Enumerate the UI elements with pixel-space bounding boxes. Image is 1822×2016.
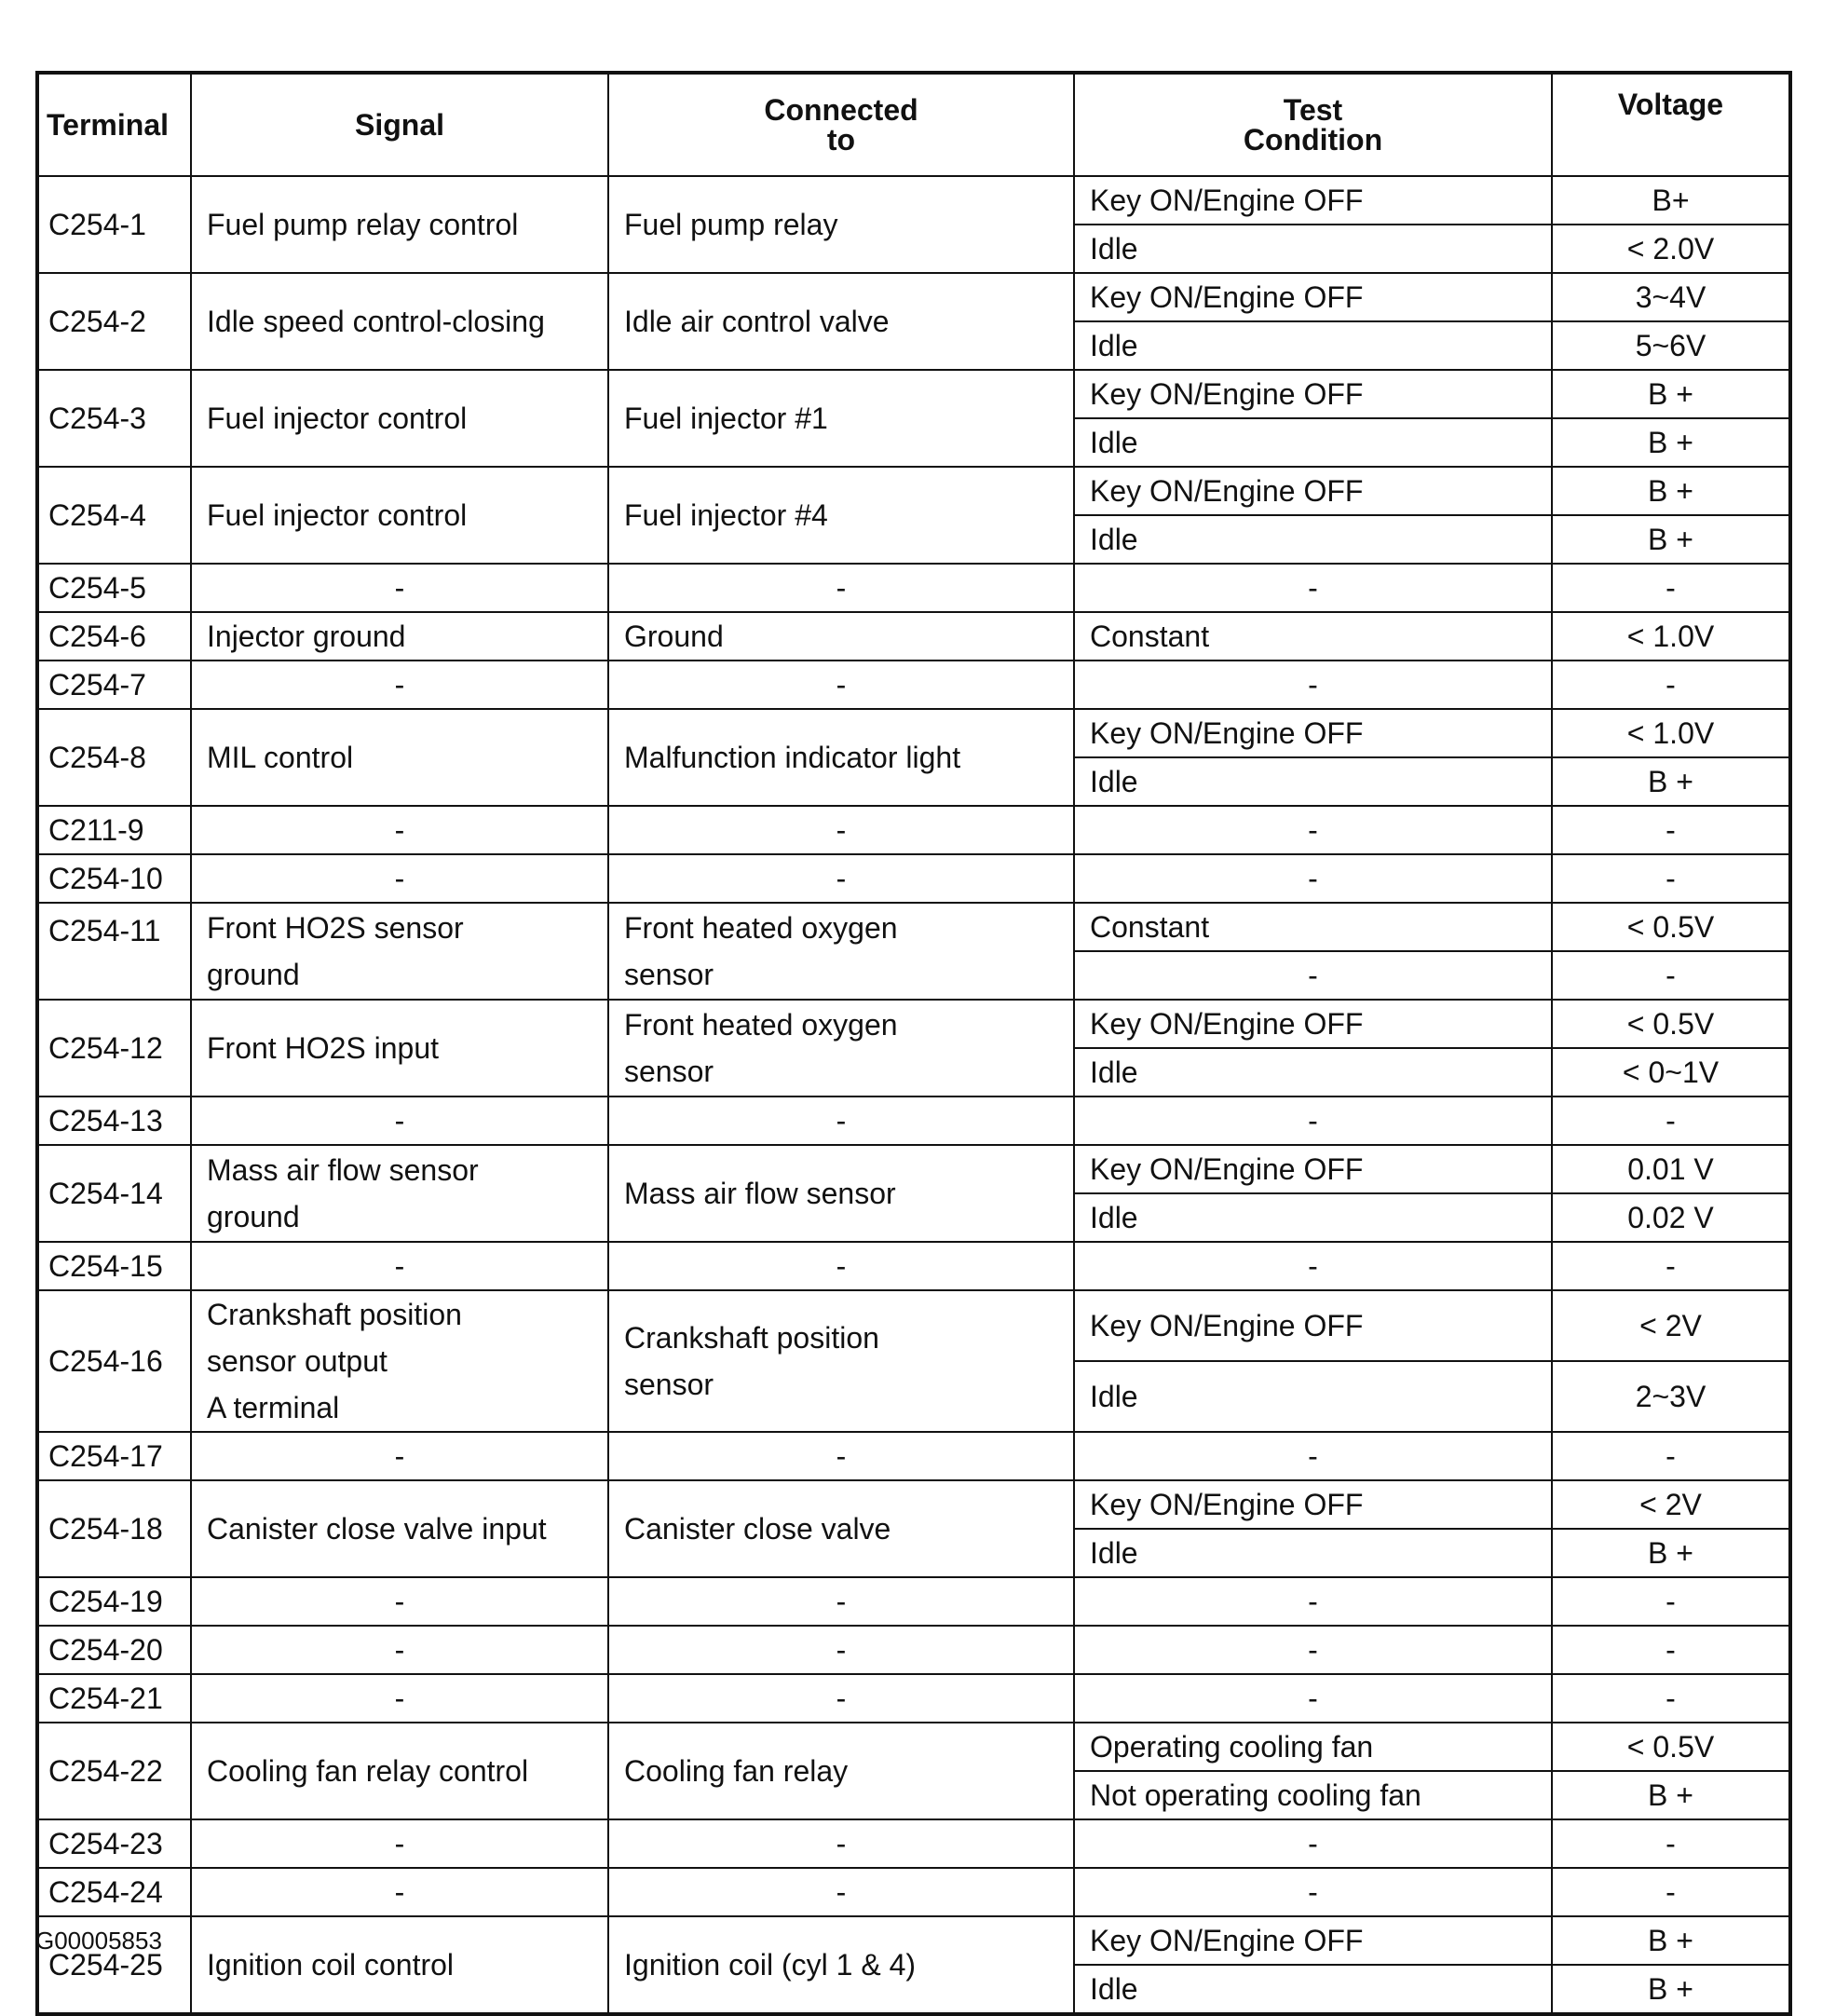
connected-cell: - [608, 1432, 1074, 1480]
figure-id: G00005853 [35, 1927, 162, 1955]
test-condition-cell: Key ON/Engine OFF [1074, 467, 1552, 515]
table-row [37, 612, 1790, 661]
voltage-cell: 2~3V [1552, 1361, 1790, 1432]
terminal-cell: C254-14 [37, 1145, 191, 1242]
connected-cell: - [608, 806, 1074, 854]
test-condition-cell: - [1074, 1432, 1552, 1480]
signal-cell: - [191, 1819, 608, 1868]
terminal-cell: C254-18 [37, 1480, 191, 1577]
terminal-cell: C254-11 [37, 903, 191, 1000]
connected-cell: Fuel injector #4 [608, 467, 1074, 564]
voltage-cell: - [1552, 1626, 1790, 1674]
connected-cell: Ignition coil (cyl 1 & 4) [608, 1916, 1074, 2014]
header-connected-to: Connected to [608, 73, 1074, 176]
terminal-cell: C254-23 [37, 1819, 191, 1868]
connected-cell: - [608, 1819, 1074, 1868]
table-row [37, 1577, 1790, 1626]
test-condition-cell: - [1074, 1242, 1552, 1290]
terminal-cell: C254-21 [37, 1674, 191, 1723]
terminal-cell: C211-9 [37, 806, 191, 854]
voltage-cell: B + [1552, 757, 1790, 806]
signal-cell: Ignition coil control [191, 1916, 608, 2014]
signal-cell: - [191, 1432, 608, 1480]
test-condition-cell: Idle [1074, 1529, 1552, 1577]
table-row [37, 1916, 1790, 1965]
terminal-cell: C254-2 [37, 273, 191, 370]
test-condition-cell: Key ON/Engine OFF [1074, 176, 1552, 225]
signal-cell: Idle speed control-closing [191, 273, 608, 370]
voltage-cell: - [1552, 1674, 1790, 1723]
header-row [37, 73, 1790, 176]
test-condition-cell: Key ON/Engine OFF [1074, 709, 1552, 757]
voltage-cell: - [1552, 806, 1790, 854]
table-row [37, 1868, 1790, 1916]
test-condition-cell: - [1074, 564, 1552, 612]
voltage-cell: < 2.0V [1552, 225, 1790, 273]
terminal-cell: C254-1 [37, 176, 191, 273]
connected-cell: - [608, 1626, 1074, 1674]
connected-cell: - [608, 1097, 1074, 1145]
connected-cell: - [608, 1577, 1074, 1626]
signal-cell: - [191, 1242, 608, 1290]
signal-cell: Crankshaft position sensor output A terminal [191, 1290, 608, 1432]
test-condition-cell: Operating cooling fan [1074, 1723, 1552, 1771]
table-row [37, 709, 1790, 757]
test-condition-cell: Idle [1074, 1361, 1552, 1432]
table-row [37, 176, 1790, 225]
voltage-cell: - [1552, 951, 1790, 1000]
terminal-cell: C254-12 [37, 1000, 191, 1097]
voltage-cell: - [1552, 1432, 1790, 1480]
signal-cell: Canister close valve input [191, 1480, 608, 1577]
voltage-cell: B + [1552, 1916, 1790, 1965]
voltage-cell: - [1552, 1868, 1790, 1916]
connected-cell: Front heated oxygen sensor [608, 1000, 1074, 1097]
table-row [37, 273, 1790, 321]
voltage-cell: < 2V [1552, 1480, 1790, 1529]
terminal-cell: C254-20 [37, 1626, 191, 1674]
test-condition-cell: Key ON/Engine OFF [1074, 1916, 1552, 1965]
test-condition-cell: - [1074, 951, 1552, 1000]
voltage-cell: B + [1552, 370, 1790, 418]
table-row [37, 1097, 1790, 1145]
connected-cell: - [608, 1242, 1074, 1290]
voltage-cell: < 2V [1552, 1290, 1790, 1361]
connected-cell: Mass air flow sensor [608, 1145, 1074, 1242]
connected-cell: Idle air control valve [608, 273, 1074, 370]
voltage-cell: - [1552, 564, 1790, 612]
voltage-cell: B + [1552, 1529, 1790, 1577]
terminal-cell: C254-25 [37, 1916, 191, 2014]
signal-cell: - [191, 854, 608, 903]
connected-cell: Ground [608, 612, 1074, 661]
voltage-cell: B + [1552, 1965, 1790, 2014]
terminal-cell: C254-8 [37, 709, 191, 806]
table-row [37, 467, 1790, 515]
table-body [37, 176, 1790, 2014]
signal-cell: Mass air flow sensor ground [191, 1145, 608, 1242]
voltage-cell: 0.01 V [1552, 1145, 1790, 1193]
connected-cell: Cooling fan relay [608, 1723, 1074, 1819]
test-condition-cell: Idle [1074, 1965, 1552, 2014]
table-row [37, 1819, 1790, 1868]
terminal-cell: C254-5 [37, 564, 191, 612]
test-condition-cell: Idle [1074, 321, 1552, 370]
table-row [37, 1000, 1790, 1048]
connected-cell: - [608, 1674, 1074, 1723]
test-condition-cell: - [1074, 661, 1552, 709]
connected-cell: - [608, 661, 1074, 709]
terminal-cell: C254-24 [37, 1868, 191, 1916]
test-condition-cell: Idle [1074, 515, 1552, 564]
voltage-cell: < 1.0V [1552, 709, 1790, 757]
table-row [37, 1145, 1790, 1193]
signal-cell: - [191, 1097, 608, 1145]
header-voltage: Voltage [1552, 73, 1790, 176]
table-row [37, 1480, 1790, 1529]
terminal-cell: C254-10 [37, 854, 191, 903]
header-terminal: Terminal [37, 73, 191, 176]
test-condition-cell: Idle [1074, 225, 1552, 273]
test-condition-cell: - [1074, 1674, 1552, 1723]
signal-cell: - [191, 1868, 608, 1916]
voltage-cell: < 1.0V [1552, 612, 1790, 661]
voltage-cell: - [1552, 1242, 1790, 1290]
voltage-cell: 3~4V [1552, 273, 1790, 321]
test-condition-cell: Idle [1074, 1048, 1552, 1097]
signal-cell: Fuel pump relay control [191, 176, 608, 273]
test-condition-cell: Not operating cooling fan [1074, 1771, 1552, 1819]
test-condition-cell: Key ON/Engine OFF [1074, 1480, 1552, 1529]
test-condition-cell: Constant [1074, 612, 1552, 661]
connected-cell: Canister close valve [608, 1480, 1074, 1577]
signal-cell: - [191, 1674, 608, 1723]
signal-cell: - [191, 564, 608, 612]
terminal-cell: C254-19 [37, 1577, 191, 1626]
signal-cell: Front HO2S sensor ground [191, 903, 608, 1000]
test-condition-cell: - [1074, 1097, 1552, 1145]
voltage-cell: - [1552, 1819, 1790, 1868]
test-condition-cell: Key ON/Engine OFF [1074, 1290, 1552, 1361]
signal-cell: - [191, 1577, 608, 1626]
voltage-cell: < 0~1V [1552, 1048, 1790, 1097]
voltage-cell: < 0.5V [1552, 903, 1790, 951]
connected-cell: - [608, 564, 1074, 612]
test-condition-cell: Idle [1074, 1193, 1552, 1242]
connected-cell: Fuel pump relay [608, 176, 1074, 273]
connected-cell: - [608, 1868, 1074, 1916]
terminal-cell: C254-17 [37, 1432, 191, 1480]
terminal-cell: C254-3 [37, 370, 191, 467]
voltage-cell: - [1552, 661, 1790, 709]
signal-cell: Fuel injector control [191, 467, 608, 564]
test-condition-cell: Key ON/Engine OFF [1074, 1145, 1552, 1193]
connected-cell: Crankshaft position sensor [608, 1290, 1074, 1432]
table-row [37, 1432, 1790, 1480]
header-signal: Signal [191, 73, 608, 176]
voltage-cell: < 0.5V [1552, 1723, 1790, 1771]
table-row [37, 806, 1790, 854]
voltage-cell: B + [1552, 1771, 1790, 1819]
test-condition-cell: Key ON/Engine OFF [1074, 273, 1552, 321]
voltage-cell: B+ [1552, 176, 1790, 225]
terminal-cell: C254-13 [37, 1097, 191, 1145]
connected-cell: Malfunction indicator light [608, 709, 1074, 806]
table-row [37, 903, 1790, 951]
signal-cell: - [191, 1626, 608, 1674]
test-condition-cell: - [1074, 1626, 1552, 1674]
test-condition-cell: Key ON/Engine OFF [1074, 1000, 1552, 1048]
voltage-cell: - [1552, 1577, 1790, 1626]
test-condition-cell: - [1074, 854, 1552, 903]
signal-cell: MIL control [191, 709, 608, 806]
table-row [37, 1290, 1790, 1361]
test-condition-cell: - [1074, 1868, 1552, 1916]
test-condition-cell: Idle [1074, 757, 1552, 806]
voltage-cell: 5~6V [1552, 321, 1790, 370]
table-row [37, 854, 1790, 903]
table-row [37, 564, 1790, 612]
test-condition-cell: Constant [1074, 903, 1552, 951]
signal-cell: Front HO2S input [191, 1000, 608, 1097]
test-condition-cell: Key ON/Engine OFF [1074, 370, 1552, 418]
table-row [37, 1674, 1790, 1723]
header-test-condition: Test Condition [1074, 73, 1552, 176]
voltage-cell: - [1552, 1097, 1790, 1145]
terminal-cell: C254-16 [37, 1290, 191, 1432]
voltage-cell: < 0.5V [1552, 1000, 1790, 1048]
terminal-cell: C254-6 [37, 612, 191, 661]
table-row [37, 661, 1790, 709]
test-condition-cell: - [1074, 806, 1552, 854]
terminal-cell: C254-4 [37, 467, 191, 564]
table-row [37, 1626, 1790, 1674]
table-row [37, 1723, 1790, 1771]
signal-cell: Injector ground [191, 612, 608, 661]
connected-cell: Front heated oxygen sensor [608, 903, 1074, 1000]
signal-cell: - [191, 806, 608, 854]
signal-cell: Cooling fan relay control [191, 1723, 608, 1819]
voltage-cell: B + [1552, 515, 1790, 564]
signal-cell: Fuel injector control [191, 370, 608, 467]
terminal-cell: C254-7 [37, 661, 191, 709]
pinout-table [35, 71, 1792, 2016]
terminal-voltage-table [35, 71, 1792, 2016]
voltage-cell: B + [1552, 418, 1790, 467]
voltage-cell: B + [1552, 467, 1790, 515]
test-condition-cell: Idle [1074, 418, 1552, 467]
voltage-cell: 0.02 V [1552, 1193, 1790, 1242]
test-condition-cell: - [1074, 1819, 1552, 1868]
terminal-cell: C254-15 [37, 1242, 191, 1290]
table-row [37, 1242, 1790, 1290]
connected-cell: - [608, 854, 1074, 903]
voltage-cell: - [1552, 854, 1790, 903]
test-condition-cell: - [1074, 1577, 1552, 1626]
table-row [37, 370, 1790, 418]
terminal-cell: C254-22 [37, 1723, 191, 1819]
signal-cell: - [191, 661, 608, 709]
connected-cell: Fuel injector #1 [608, 370, 1074, 467]
